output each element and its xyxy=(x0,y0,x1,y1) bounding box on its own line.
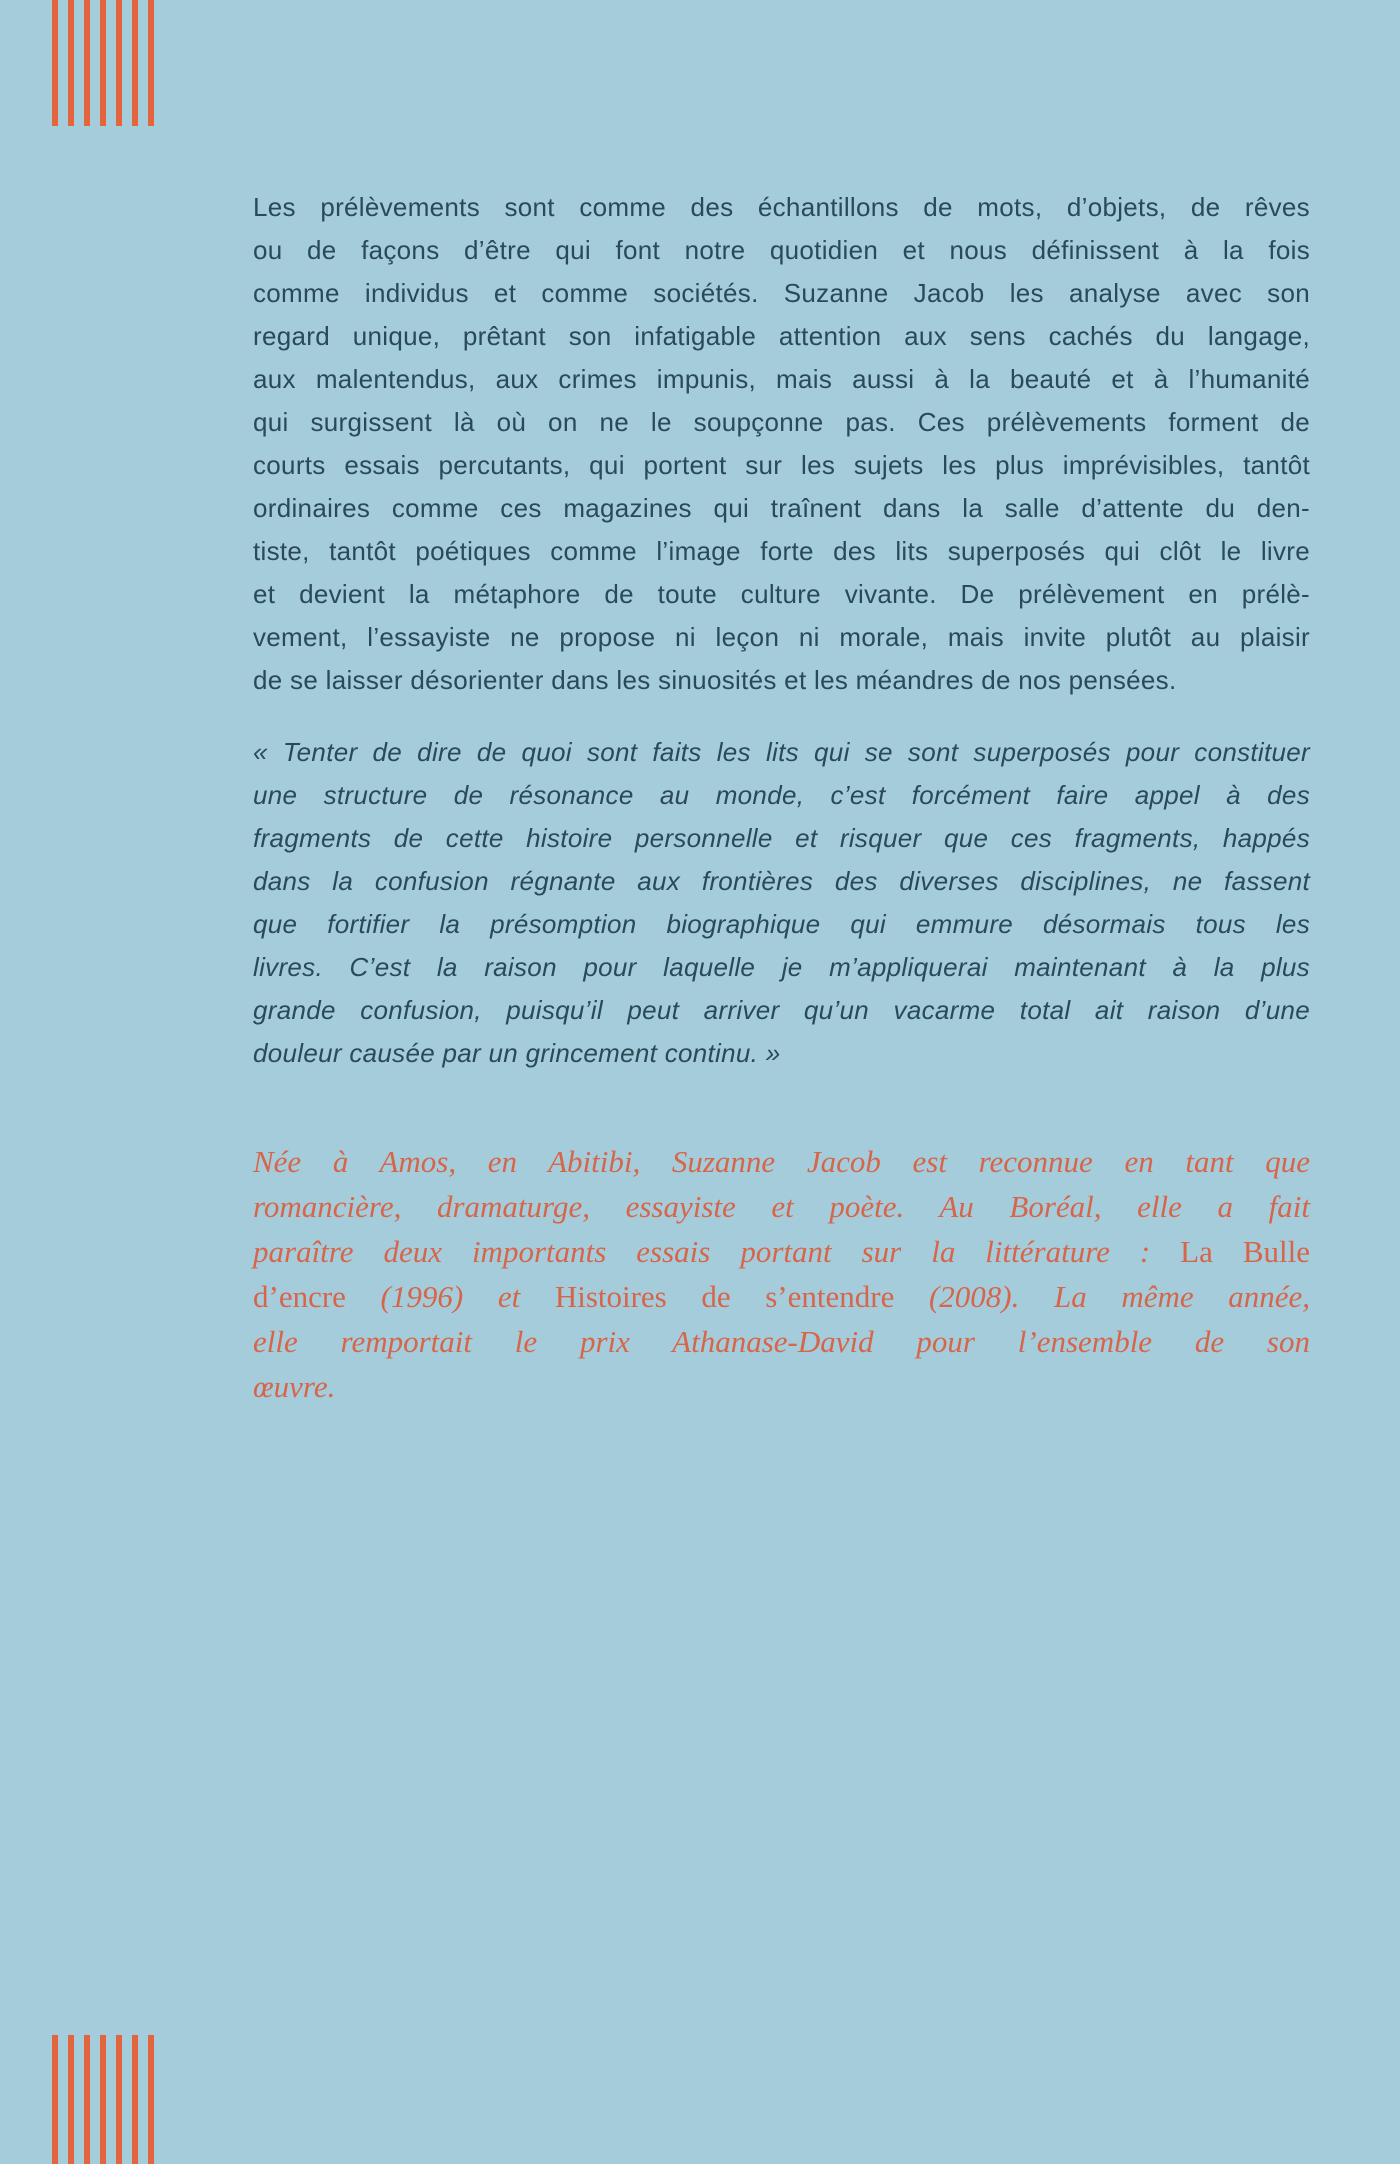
stripe xyxy=(132,0,138,126)
stripe xyxy=(100,2035,106,2164)
synopsis-line: vement, l’essayiste ne propose ni leçon ni morale, mais invite plutôt au plaisir xyxy=(253,622,1310,652)
bio-text-segment: romancière, dramaturge, essayiste et poète. Au Boréal, elle a fait xyxy=(253,1189,1310,1224)
bio-text-segment: elle remportait le prix Athanase-David pour l’ensemble de son xyxy=(253,1324,1310,1359)
book-title: Histoires de s’entendre xyxy=(554,1279,895,1314)
stripe xyxy=(148,0,154,126)
stripe-decoration-bottom xyxy=(52,2035,154,2164)
bio-line xyxy=(253,1274,1310,1319)
stripe xyxy=(116,2035,122,2164)
bio-text-segment: paraître deux importants essais portant sur la littérature : xyxy=(253,1234,1181,1269)
book-title: La Bulle xyxy=(1180,1234,1311,1269)
synopsis-line: regard unique, prêtant son infatigable attention aux sens cachés du langage, xyxy=(253,321,1310,351)
synopsis-line: de se laisser désorienter dans les sinuosités et les méandres de nos pensées. xyxy=(253,665,1177,695)
quote-line: fragments de cette histoire personnelle et risquer que ces fragments, happés xyxy=(253,823,1310,853)
stripe xyxy=(100,0,106,126)
bio-line xyxy=(253,1364,1310,1409)
quote-line: livres. C’est la raison pour laquelle je m’appliquerai maintenant à la plus xyxy=(253,952,1310,982)
stripe xyxy=(68,2035,74,2164)
stripe xyxy=(116,0,122,126)
bio-line xyxy=(253,1319,1310,1364)
stripe xyxy=(148,2035,154,2164)
synopsis-line: qui surgissent là où on ne le soupçonne pas. Ces prélèvements forment de xyxy=(253,407,1310,437)
bio-text-segment: (2008). La même année, xyxy=(894,1279,1311,1314)
book-title: d’encre xyxy=(253,1279,346,1314)
synopsis-line: tiste, tantôt poétiques comme l’image forte des lits superposés qui clôt le livre xyxy=(253,536,1310,566)
bio-line xyxy=(253,1139,1310,1184)
synopsis-paragraph xyxy=(253,186,1310,702)
bio-text-segment: (1996) et xyxy=(345,1279,555,1314)
author-bio-paragraph xyxy=(253,1139,1310,1409)
synopsis-line: comme individus et comme sociétés. Suzanne Jacob les analyse avec son xyxy=(253,278,1310,308)
stripe xyxy=(132,2035,138,2164)
synopsis-line: ou de façons d’être qui font notre quotidien et nous définissent à la fois xyxy=(253,235,1310,265)
bio-line xyxy=(253,1229,1310,1274)
synopsis-line: et devient la métaphore de toute culture vivante. De prélèvement en prélè- xyxy=(253,579,1310,609)
synopsis-line: ordinaires comme ces magazines qui traînent dans la salle d’attente du den- xyxy=(253,493,1310,523)
bio-text-segment: Née à Amos, en Abitibi, Suzanne Jacob est reconnue en tant que xyxy=(253,1144,1310,1179)
quote-line: grande confusion, puisqu’il peut arriver qu’un vacarme total ait raison d’une xyxy=(253,995,1310,1025)
stripe xyxy=(84,0,90,126)
quote-line: dans la confusion régnante aux frontières des diverses disciplines, ne fassent xyxy=(253,866,1310,896)
bio-text-segment: œuvre. xyxy=(253,1369,336,1404)
stripe xyxy=(52,0,58,126)
stripe xyxy=(52,2035,58,2164)
synopsis-line: courts essais percutants, qui portent sur les sujets les plus imprévisibles, tantôt xyxy=(253,450,1310,480)
quote-line: douleur causée par un grincement continu. » xyxy=(253,1038,781,1068)
stripe-decoration-top xyxy=(52,0,154,126)
cover-text-block xyxy=(253,186,1310,1409)
quote-line: que fortifier la présomption biographique qui emmure désormais tous les xyxy=(253,909,1310,939)
synopsis-line: aux malentendus, aux crimes impunis, mais aussi à la beauté et à l’humanité xyxy=(253,364,1310,394)
synopsis-line: Les prélèvements sont comme des échantillons de mots, d’objets, de rêves xyxy=(253,192,1310,222)
quote-paragraph xyxy=(253,731,1310,1075)
stripe xyxy=(68,0,74,126)
stripe xyxy=(84,2035,90,2164)
bio-line xyxy=(253,1184,1310,1229)
quote-line: « Tenter de dire de quoi sont faits les lits qui se sont superposés pour constituer xyxy=(253,737,1310,767)
quote-line: une structure de résonance au monde, c’est forcément faire appel à des xyxy=(253,780,1310,810)
